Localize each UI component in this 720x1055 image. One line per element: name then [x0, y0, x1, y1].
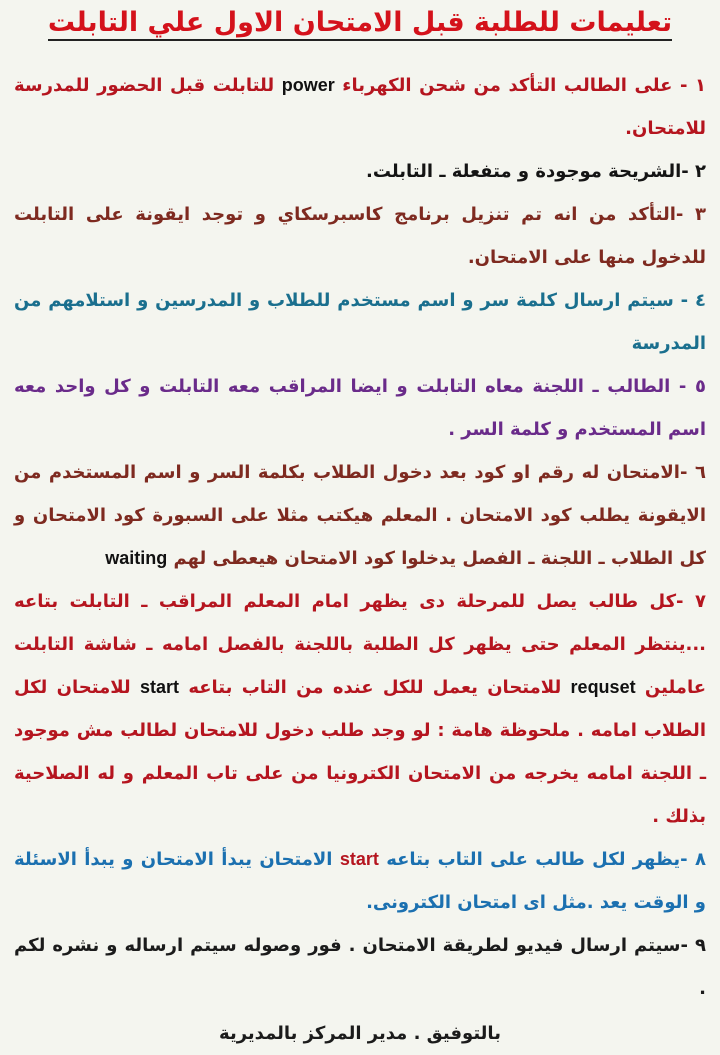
instruction-8-after: الامتحان يبدأ الامتحان و يبدأ الاسئلة و الوقت يعد .مثل اى امتحان الكترونى. [14, 849, 706, 913]
instruction-item-8 [14, 838, 706, 924]
instruction-8-start: start [339, 849, 379, 869]
instruction-7-after: للامتحان لكل الطلاب امامه . ملحوظة هامة : لو وجد طلب دخول للامتحان لطالب مش موجود ـ اللجنة امامه يخرجه من الامتحان الكترونيا من على تاب المعلم و له الصلاحية بذلك . [14, 677, 706, 827]
instruction-6-waiting: waiting [105, 548, 168, 568]
instruction-item-2: ٢ -الشريحة موجودة و متفعلة ـ التابلت. [366, 161, 706, 182]
instruction-item-1 [14, 64, 706, 150]
instruction-item-5: ٥ - الطالب ـ اللجنة معاه التابلت و ايضا المراقب معه التابلت و كل واحد معه اسم المستخدم و كلمة السر . [14, 376, 706, 440]
instruction-7-middle: للامتحان يعمل للكل عنده من التاب بتاعه [178, 677, 571, 698]
instruction-item-4: ٤ - سيتم ارسال كلمة سر و اسم مستخدم للطلاب و المدرسين و استلامهم من المدرسة [14, 290, 706, 354]
page-title [14, 0, 706, 40]
instruction-item-3: ٣ -التأكد من انه تم تنزيل برنامج كاسبرسكاي و توجد ايقونة على التابلت للدخول منها على الامتحان. [14, 204, 706, 268]
instruction-item-9: ٩ -سيتم ارسال فيديو لطريقة الامتحان . فور وصوله سيتم ارساله و نشره لكم . [14, 935, 706, 999]
instruction-item-6 [14, 451, 706, 580]
instruction-item-7 [14, 580, 706, 838]
instruction-1-power: power [281, 75, 335, 95]
instruction-8-before: ٨ -يظهر لكل طالب على التاب بتاعه [378, 849, 706, 870]
instructions-list [14, 64, 706, 1055]
instruction-1-after: للتابلت قبل الحضور للمدرسة للامتحان. [14, 75, 706, 139]
instruction-7-before: ٧ -كل طالب يصل للمرحلة دى يظهر امام المعلم المراقب ـ التابلت بتاعه ...ينتظر المعلم حتى يظهر كل الطلبة باللجنة بالفصل امامه ـ شاشة التابلت عاملين [14, 591, 706, 698]
signature: بالتوفيق . مدير المركز بالمديرية [219, 1023, 501, 1044]
instruction-7-start: start [139, 677, 179, 697]
instruction-6-before: ٦ -الامتحان له رقم او كود بعد دخول الطلاب بكلمة السر و اسم المستخدم من الايقونة يطلب كود الامتحان . المعلم هيكتب مثلا على السبورة كود الامتحان و كل الطلاب ـ اللجنة ـ الفصل يدخلوا كود الامتحان هيعطى لهم [14, 462, 706, 569]
page-title-text: تعليمات للطلبة قبل الامتحان الاول علي التابلت [48, 7, 672, 41]
instruction-7-requset: requset [570, 677, 636, 697]
instruction-1-before: ١ - على الطالب التأكد من شحن الكهرباء [334, 75, 706, 96]
